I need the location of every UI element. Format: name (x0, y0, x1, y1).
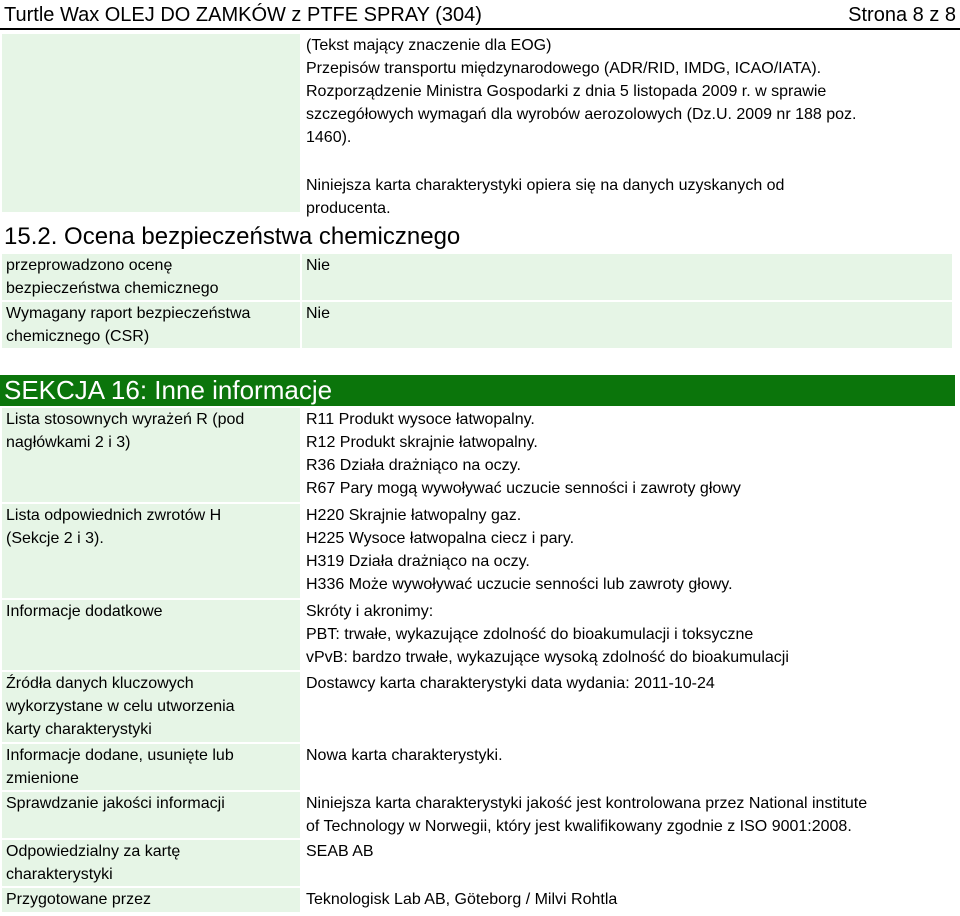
top-label-cell (2, 34, 300, 212)
source-note (302, 174, 952, 220)
regulations-text (302, 34, 952, 149)
regulation-line: (Tekst mający znaczenie dla EOG) (306, 37, 552, 54)
h-statements-label: Lista odpowiednich zwrotów H (Sekcje 2 i 3). (2, 504, 300, 598)
csr-required-label: Wymagany raport bezpieczeństwa chemicznego (CSR) (2, 302, 300, 348)
section-16-heading: SEKCJA 16: Inne informacje (0, 375, 955, 406)
h-statements-value (302, 504, 952, 596)
prepared-by-label: Przygotowane przez (2, 888, 300, 912)
regulation-line: Rozporządzenie Ministra Gospodarki z dnia 5 listopada 2009 r. w sprawie (306, 83, 827, 100)
additional-info-label: Informacje dodatkowe (2, 600, 300, 670)
prepared-by-value: Teknologisk Lab AB, Göteborg / Milvi Rohtla (306, 891, 618, 908)
quality-check-label: Sprawdzanie jakości informacji (2, 792, 300, 838)
regulation-line: szczegółowych wymagań dla wyrobów aerozolowych (Dz.U. 2009 nr 188 poz. (306, 106, 857, 123)
r-phrase: R67 Pary mogą wywoływać uczucie senności i zawroty głowy (306, 480, 741, 497)
r-phrase: R36 Działa drażniąco na oczy. (306, 457, 521, 474)
acronym-line: Skróty i akronimy: (306, 603, 434, 620)
document-title: Turtle Wax OLEJ DO ZAMKÓW z PTFE SPRAY (304) (4, 4, 482, 26)
source-note-line: producenta. (306, 200, 391, 217)
responsible-label: Odpowiedzialny za kartę charakterystyki (2, 840, 300, 886)
source-note-line: Niniejsza karta charakterystyki opiera się na danych uzyskanych od (306, 177, 785, 194)
r-phrase: R11 Produkt wysoce łatwopalny. (306, 411, 535, 428)
h-statement: H336 Może wywoływać uczucie senności lub zawroty głowy. (306, 576, 733, 593)
quality-check-value: Niniejsza karta charakterystyki jakość jest kontrolowana przez National institute of Technology w Norwegii, który jest kwalifikowany zgodnie z ISO 9001:2008. (306, 795, 868, 835)
acronym-line: PBT: trwałe, wykazujące zdolność do bioakumulacji i toksyczne (306, 626, 754, 643)
r-phrase: R12 Produkt skrajnie łatwopalny. (306, 434, 538, 451)
page-number: Strona 8 z 8 (848, 4, 956, 26)
h-statement: H319 Działa drażniąco na oczy. (306, 553, 530, 570)
additional-info-value (302, 600, 952, 669)
csa-performed-label: przeprowadzono ocenę bezpieczeństwa chemicznego (2, 254, 300, 300)
regulation-line: 1460). (306, 129, 352, 146)
h-statement: H225 Wysoce łatwopalna ciecz i pary. (306, 530, 575, 547)
regulation-line: Przepisów transportu międzynarodowego (ADR/RID, IMDG, ICAO/IATA). (306, 60, 822, 77)
data-sources-label: Źródła danych kluczowych wykorzystane w celu utworzenia karty charakterystyki (2, 672, 300, 742)
changes-label: Informacje dodane, usunięte lub zmienione (2, 744, 300, 790)
r-phrases-label: Lista stosownych wyrażeń R (pod nagłówkami 2 i 3) (2, 408, 300, 502)
header-divider (0, 28, 960, 30)
changes-value: Nowa karta charakterystyki. (306, 747, 503, 764)
responsible-value: SEAB AB (306, 843, 374, 860)
acronym-line: vPvB: bardzo trwałe, wykazujące wysoką zdolność do bioakumulacji (306, 649, 789, 666)
r-phrases-value (302, 408, 952, 500)
data-sources-value: Dostawcy karta charakterystyki data wydania: 2011-10-24 (306, 675, 715, 692)
h-statement: H220 Skrajnie łatwopalny gaz. (306, 507, 522, 524)
csr-required-value: Nie (302, 302, 952, 348)
section-15-2-heading: 15.2. Ocena bezpieczeństwa chemicznego (4, 223, 461, 250)
csa-performed-value: Nie (302, 254, 952, 300)
